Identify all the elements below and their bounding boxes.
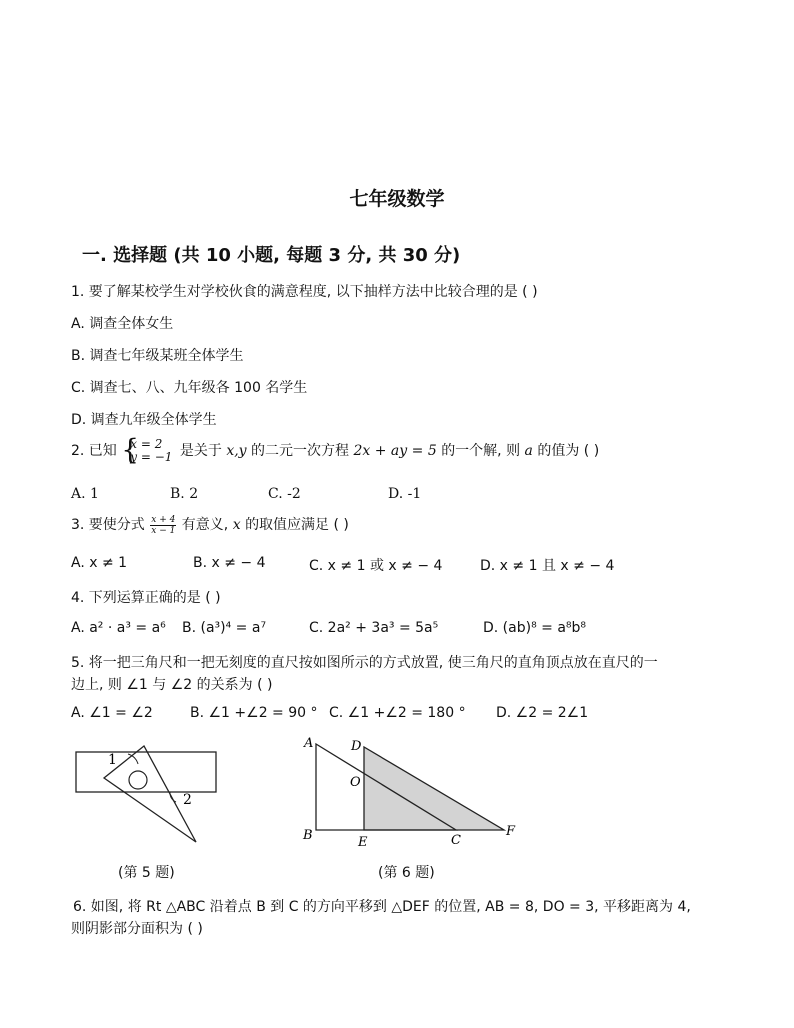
question-5-option-b: B. ∠1 +∠2 = 90 ° xyxy=(190,705,318,721)
question-5-stem-line-2: 边上, 则 ∠1 与 ∠2 的关系为 ( ) xyxy=(71,677,273,693)
question-5-option-c: C. ∠1 +∠2 = 180 ° xyxy=(329,705,466,721)
question-5-option-d: D. ∠2 = 2∠1 xyxy=(496,705,589,721)
figure-6-translation xyxy=(298,732,528,854)
q2-vars: x,y xyxy=(226,443,247,459)
equation-system xyxy=(121,433,173,466)
question-4-option-d: D. (ab)⁸ = a⁸b⁸ xyxy=(483,620,587,636)
angle-2-label: 2 xyxy=(183,792,192,808)
question-5-stem-line-1: 5. 将一把三角尺和一把无刻度的直尺按如图所示的方式放置, 使三角尺的直角顶点放在直尺的一 xyxy=(71,655,658,671)
question-4-option-c: C. 2a² + 3a³ = 5a⁵ xyxy=(309,620,439,636)
question-3-stem xyxy=(71,514,349,536)
q2-mid2: 的二元一次方程 xyxy=(251,443,350,459)
system-eq-1: x = 2 xyxy=(130,437,163,451)
point-e-label: E xyxy=(358,835,368,850)
question-1-option-a: A. 调查全体女生 xyxy=(71,316,174,332)
question-2-option-c: C. -2 xyxy=(268,486,301,502)
triangle-hole xyxy=(129,771,147,789)
system-eq-2: y = −1 xyxy=(130,450,173,464)
question-3-option-d: D. x ≠ 1 且 x ≠ − 4 xyxy=(480,558,615,574)
q2-prefix: 2. 已知 xyxy=(71,443,117,459)
q2-a: a xyxy=(524,443,533,459)
point-b-label: B xyxy=(303,828,313,843)
question-1-option-c: C. 调查七、八、九年级各 100 名学生 xyxy=(71,380,308,396)
question-4-option-a: A. a² · a³ = a⁶ xyxy=(71,620,166,636)
q3-x: x xyxy=(232,517,241,533)
question-5-option-a: A. ∠1 = ∠2 xyxy=(71,705,153,721)
question-2-option-b: B. 2 xyxy=(170,486,199,502)
fraction-numerator: x + 4 xyxy=(151,514,176,525)
question-2-option-d: D. -1 xyxy=(388,486,422,502)
q2-equation: 2x + ay = 5 xyxy=(353,443,437,459)
point-o-label: O xyxy=(350,775,361,790)
angle-2-arc xyxy=(170,792,176,802)
q3-suffix: 的取值应满足 ( ) xyxy=(245,517,349,533)
question-4-option-b: B. (a³)⁴ = a⁷ xyxy=(182,620,267,636)
fraction-denominator: x − 1 xyxy=(151,525,176,536)
question-1-stem: 1. 要了解某校学生对学校伙食的满意程度, 以下抽样方法中比较合理的是 ( ) xyxy=(71,284,538,300)
figure-5-ruler-triangle xyxy=(70,740,230,850)
question-6-stem-line-2: 则阴影部分面积为 ( ) xyxy=(71,921,203,937)
ruler xyxy=(76,752,216,792)
brace-icon: { xyxy=(121,433,140,466)
question-2-stem xyxy=(71,433,600,466)
question-3-option-b: B. x ≠ − 4 xyxy=(193,555,266,571)
question-3-option-a: A. x ≠ 1 xyxy=(71,555,128,571)
point-d-label: D xyxy=(351,739,362,754)
question-4-stem: 4. 下列运算正确的是 ( ) xyxy=(71,590,221,606)
question-3-option-c: C. x ≠ 1 或 x ≠ − 4 xyxy=(309,558,443,574)
question-2-option-a: A. 1 xyxy=(71,486,99,502)
section-heading: 一. 选择题 (共 10 小题, 每题 3 分, 共 30 分) xyxy=(82,245,461,266)
fraction xyxy=(150,515,176,536)
figure-6-caption: (第 6 题) xyxy=(378,865,435,881)
figure-5-caption: (第 5 题) xyxy=(118,865,175,881)
q3-mid: 有意义, xyxy=(181,517,229,533)
q2-mid1: 是关于 xyxy=(179,443,222,459)
question-6-stem-line-1: 6. 如图, 将 Rt △ABC 沿着点 B 到 C 的方向平移到 △DEF 的位置, AB = 8, DO = 3, 平移距离为 4, xyxy=(73,899,691,915)
angle-1-label: 1 xyxy=(108,752,117,768)
point-c-label: C xyxy=(451,833,461,848)
point-a-label: A xyxy=(304,736,314,751)
q3-prefix: 3. 要使分式 xyxy=(71,517,145,533)
question-1-option-d: D. 调查九年级全体学生 xyxy=(71,412,217,428)
q2-suffix: 的值为 ( ) xyxy=(537,443,600,459)
question-1-option-b: B. 调查七年级某班全体学生 xyxy=(71,348,244,364)
page-title: 七年级数学 xyxy=(349,188,445,210)
point-f-label: F xyxy=(506,824,516,839)
q2-mid3: 的一个解, 则 xyxy=(441,443,521,459)
